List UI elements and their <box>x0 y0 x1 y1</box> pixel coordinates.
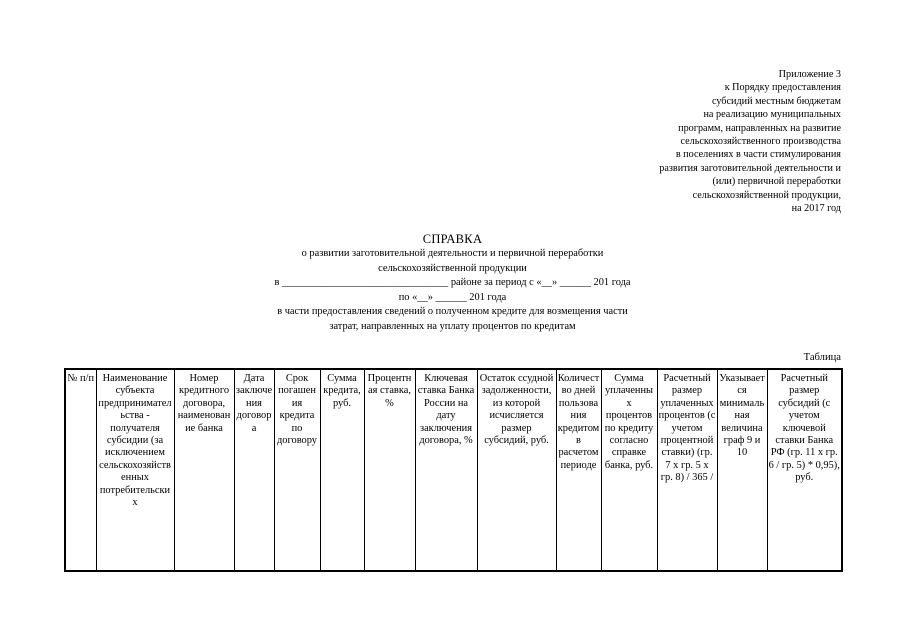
appendix-line: развития заготовительной деятельности и <box>659 162 841 174</box>
subtitle-line: в части предоставления сведений о полученном кредите для возмещения части <box>277 306 628 317</box>
header-cell-outstanding-debt: Остаток ссудной задолженности, из которой исчисляется размер субсидий, руб. <box>477 369 556 571</box>
header-cell-interest-rate: Процентная ставка, % <box>364 369 415 571</box>
subsidy-table <box>64 368 843 572</box>
appendix-line: в поселениях в части стимулирования <box>675 149 841 161</box>
appendix-line: (или) первичной переработки <box>712 176 841 188</box>
header-cell-number: № п/п <box>65 369 96 571</box>
appendix-line: программ, направленных на развитие <box>678 122 841 134</box>
header-cell-loan-amount: Сумма кредита, руб. <box>320 369 364 571</box>
appendix-line: сельскохозяйственной продукции, <box>692 189 841 201</box>
document-subtitle <box>0 247 905 334</box>
subtitle-line: затрат, направленных на уплату процентов по кредитам <box>329 320 576 332</box>
subtitle-line: о развитии заготовительной деятельности и первичной переработки <box>301 248 604 259</box>
subtitle-line: в ________________________________ районе за период с «__» ______ 201 года <box>274 277 631 288</box>
subtitle-line: по «__» ______ 201 года <box>398 291 507 303</box>
subtitle-line: сельскохозяйственной продукции <box>378 262 527 274</box>
appendix-line: на реализацию муниципальных <box>703 109 841 121</box>
header-cell-contract-date: Дата заключения договора <box>234 369 274 571</box>
document-title: СПРАВКА <box>422 232 483 246</box>
appendix-line: субсидий местным бюджетам <box>711 95 841 107</box>
header-cell-recipient-name: Наименование субъекта предпринимательства - получателя субсидии (за исключением сельскохозяйственных потребительских <box>96 369 174 571</box>
table-caption: Таблица <box>803 352 841 363</box>
header-cell-days-count: Количество дней пользования кредитом в расчетом периоде <box>556 369 601 571</box>
header-cell-repayment-term: Срок погашения кредита по договору <box>274 369 320 571</box>
table-header-row <box>65 369 842 571</box>
header-cell-minimum-value: Указывается минимальная величина граф 9 и 10 <box>717 369 767 571</box>
appendix-block <box>659 68 841 215</box>
header-cell-key-rate: Ключевая ставка Банка России на дату заключения договора, % <box>415 369 477 571</box>
appendix-line: на 2017 год <box>791 203 841 215</box>
header-cell-subsidy-amount: Расчетный размер субсидий (с учетом ключевой ставки Банка РФ (гр. 11 х гр. 6 / гр. 5) * 0,95), руб. <box>767 369 842 571</box>
header-cell-calculated-interest: Расчетный размер уплаченных процентов (с учетом процентной ставки) (гр. 7 х гр. 5 х гр. 8) / 365 / <box>657 369 717 571</box>
header-cell-contract-number: Номер кредитного договора, наименование банка <box>174 369 234 571</box>
appendix-line: Приложение 3 <box>778 69 841 80</box>
appendix-line: сельскохозяйственного производства <box>680 136 841 148</box>
appendix-line: к Порядку предоставления <box>724 82 841 94</box>
header-cell-interest-paid: Сумма уплаченных процентов по кредиту согласно справке банка, руб. <box>601 369 657 571</box>
